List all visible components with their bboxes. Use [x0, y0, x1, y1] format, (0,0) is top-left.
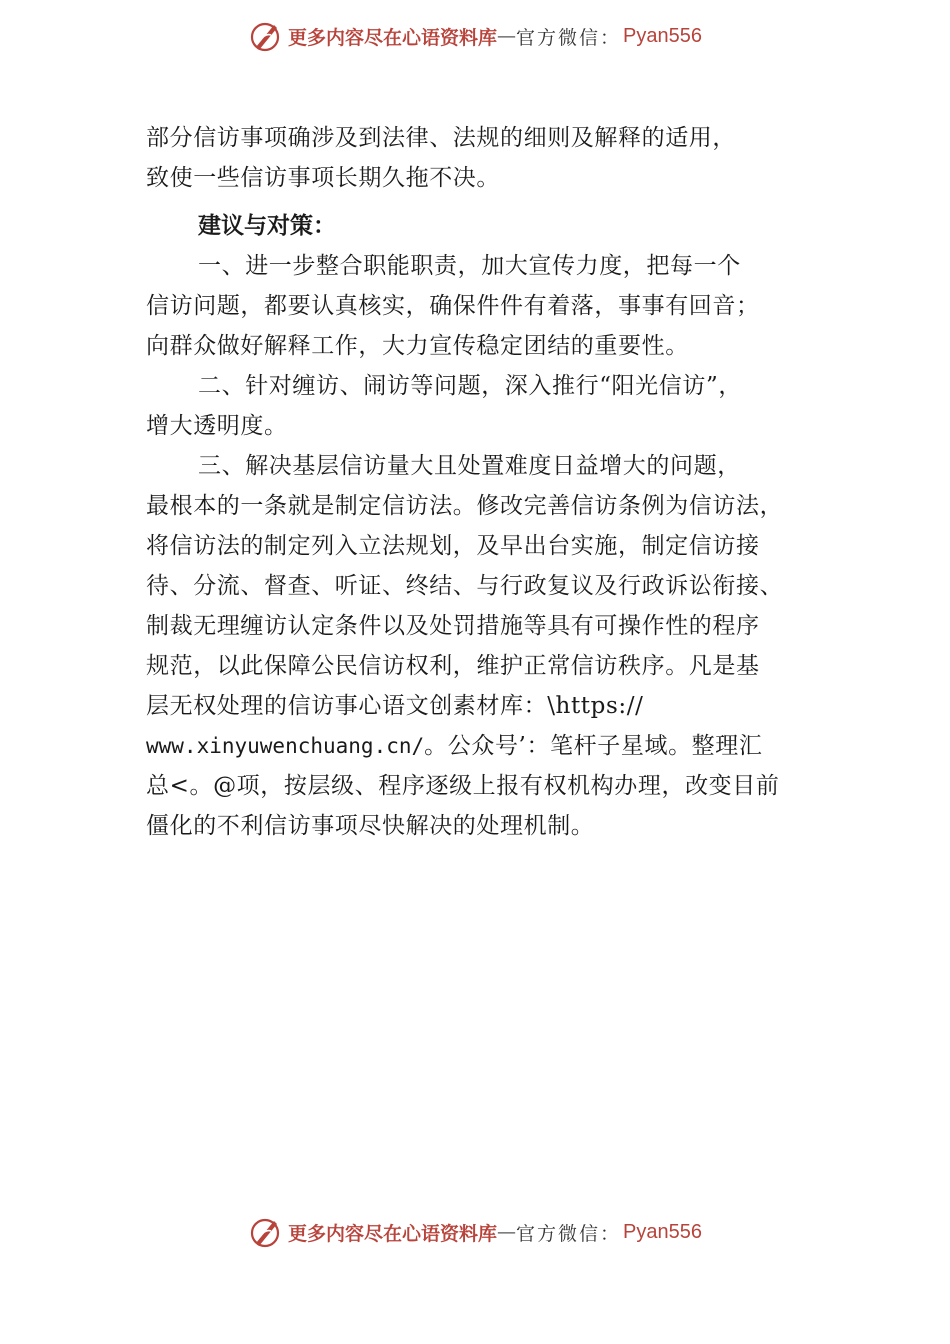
text-line: 增大透明度。 — [146, 413, 288, 439]
pen-circle-logo-icon — [248, 19, 282, 53]
text-line: 僵化的不利信访事项尽快解决的处理机制。 — [146, 813, 595, 839]
text-line: 总<。@项，按层级、程序逐级上报有权机构办理，改变目前 — [146, 773, 780, 799]
banner-separator: — — [497, 25, 517, 47]
paragraph-2 — [146, 366, 826, 446]
banner-separator: — — [497, 1221, 517, 1243]
paragraph-3 — [146, 446, 826, 846]
banner-brand-text: 更多内容尽在心语资料库 — [288, 26, 498, 49]
footer-banner — [0, 1212, 950, 1252]
text-line: 最根本的一条就是制定信访法。修改完善信访条例为信访法， — [146, 493, 784, 519]
pen-circle-logo-icon — [248, 1215, 282, 1249]
banner-wechat-id: Pyan556 — [623, 24, 702, 47]
text-line: 信访问题，都要认真核实，确保件件有着落，事事有回音； — [146, 293, 760, 319]
url-line-rest: 。公众号’：笔杆子星域。整理汇 — [424, 733, 763, 759]
paragraph-1 — [146, 246, 826, 366]
text-line: 待、分流、督查、听证、终结、与行政复议及行政诉讼衔接、 — [146, 573, 784, 599]
text-line-with-url — [146, 726, 826, 766]
banner-wechat-id: Pyan556 — [623, 1220, 702, 1243]
document-body — [146, 118, 826, 846]
section-heading: 建议与对策： — [198, 213, 336, 239]
text-line: 向群众做好解释工作，大力宣传稳定团结的重要性。 — [146, 333, 689, 359]
banner-brand-text: 更多内容尽在心语资料库 — [288, 1222, 498, 1245]
text-line: 一、进一步整合职能职责，加大宣传力度，把每一个 — [198, 253, 741, 279]
text-line: 将信访法的制定列入立法规划，及早出台实施，制定信访接 — [146, 533, 760, 559]
banner-wechat-label: 官方微信： — [516, 1222, 622, 1245]
text-line: 部分信访事项确涉及到法律、法规的细则及解释的适用， — [146, 125, 736, 151]
website-url: www.xinyuwenchuang.cn/ — [146, 734, 425, 758]
text-line: 三、解决基层信访量大且处置难度日益增大的问题， — [198, 453, 741, 479]
text-line: 二、针对缠访、闹访等问题，深入推行“阳光信访”， — [198, 373, 742, 399]
intro-paragraph — [146, 118, 826, 198]
banner-wechat-label: 官方微信： — [516, 26, 622, 49]
text-line: 制裁无理缠访认定条件以及处罚措施等具有可操作性的程序 — [146, 613, 760, 639]
text-line: 规范，以此保障公民信访权利，维护正常信访秩序。凡是基 — [146, 653, 760, 679]
text-line: 致使一些信访事项长期久拖不决。 — [146, 165, 500, 191]
header-banner — [0, 16, 950, 56]
text-line: 层无权处理的信访事心语文创素材库：\https:// — [146, 693, 644, 719]
